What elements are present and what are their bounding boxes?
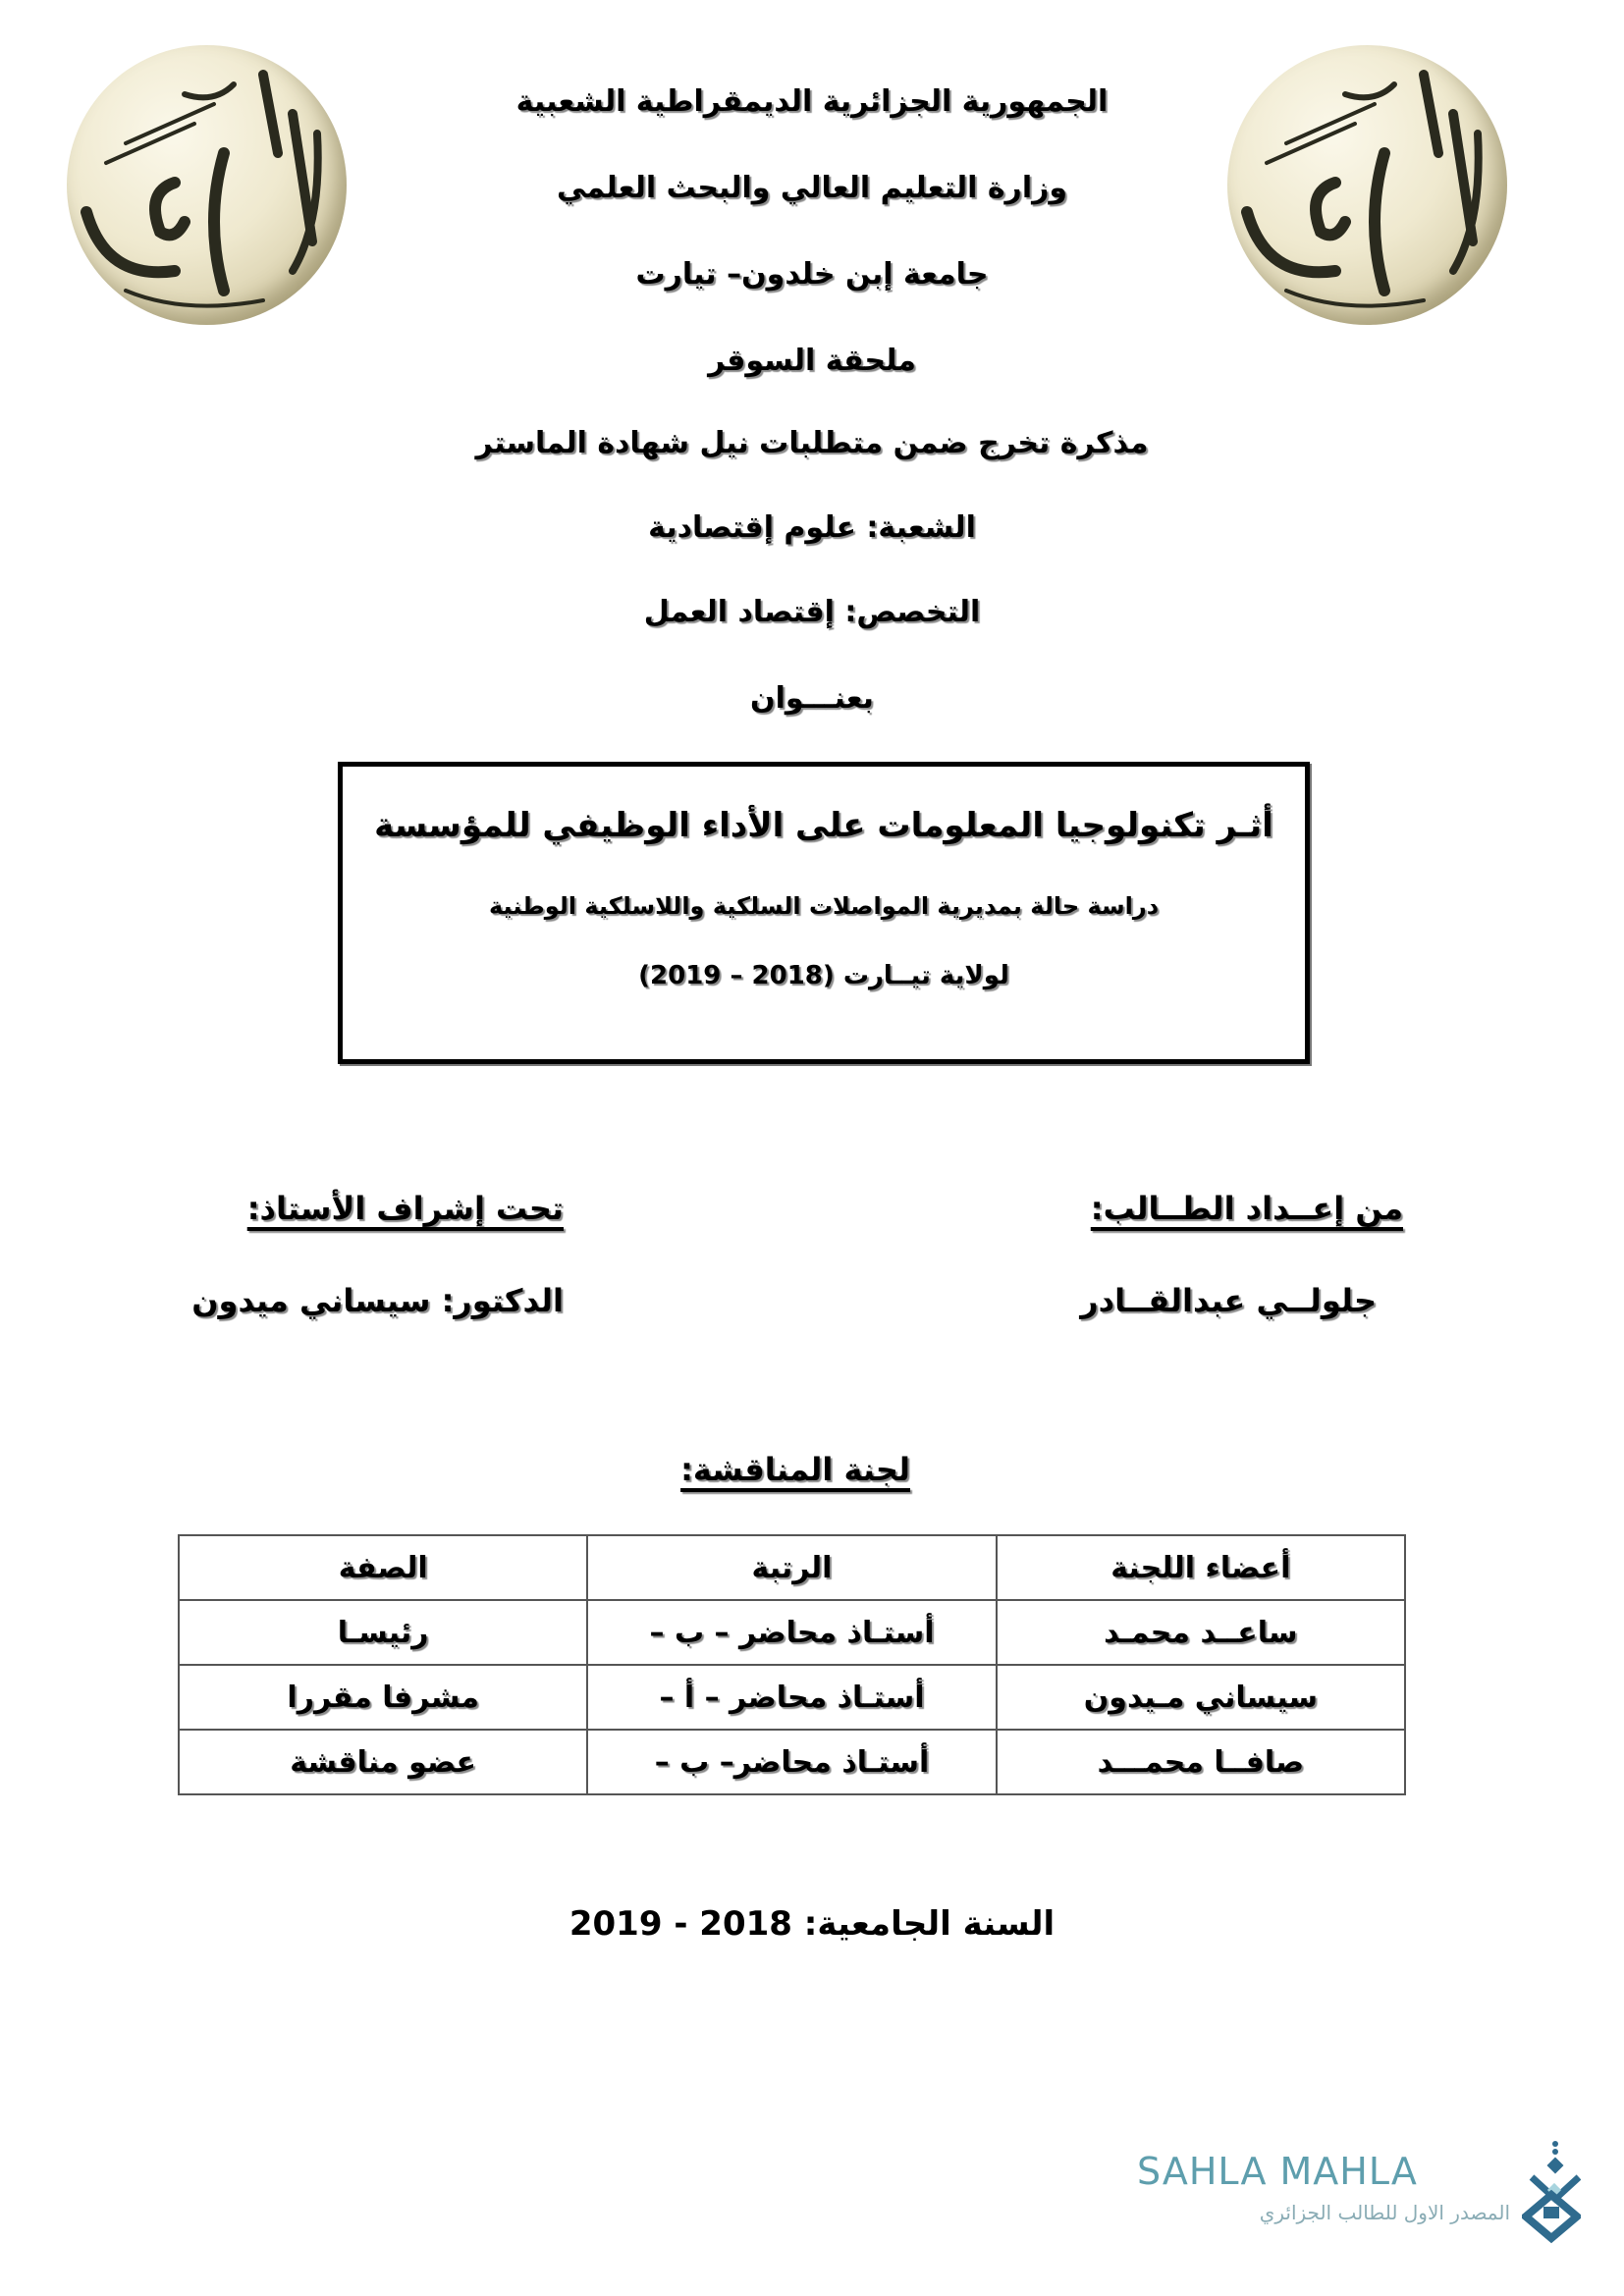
member-rank: أستـاذ محاضر – ب – — [587, 1600, 996, 1665]
member-rank: أستـاذ محاضر– ب – — [587, 1730, 996, 1794]
student-name: جلولــي عبدالقــادر — [1080, 1282, 1377, 1319]
thesis-type: مذكرة تخرج ضمن متطلبات نيل شهادة الماستر — [475, 426, 1149, 460]
brand-tagline: المصدر الاول للطالب الجزائري — [1259, 2201, 1510, 2224]
member-role: رئيسـا — [179, 1600, 587, 1665]
column-header-rank: الرتبة — [587, 1535, 996, 1600]
ministry-name: وزارة التعليم العالي والبحث العلمي — [556, 171, 1068, 205]
member-role: مشرفا مقررا — [179, 1665, 587, 1730]
brand-name: SAHLA MAHLA — [1137, 2150, 1418, 2193]
column-header-role: الصفة — [179, 1535, 587, 1600]
thesis-location: لولاية تيــارت (2018 – 2019) — [638, 961, 1009, 990]
thesis-title-box — [338, 762, 1310, 1064]
table-row — [179, 1600, 1405, 1665]
table-row — [179, 1730, 1405, 1794]
member-name: سيساني مـيدون — [997, 1665, 1405, 1730]
field-of-study: الشعبة: علوم إقتصادية — [648, 510, 976, 545]
committee-title: لجنة المناقشة: — [680, 1451, 910, 1488]
member-role: عضو مناقشة — [179, 1730, 587, 1794]
member-rank: أستـاذ محاضر – أ – — [587, 1665, 996, 1730]
member-name: صافــا محمـــد — [997, 1730, 1405, 1794]
supervisor-name: الدكتور: سيساني ميدون — [191, 1282, 564, 1319]
annex-name: ملحقة السوقر — [708, 344, 916, 378]
brand-mark-icon — [1522, 2138, 1581, 2246]
watermark-logo — [1137, 2150, 1530, 2248]
specialization: التخصص: إقتصاد العمل — [643, 595, 981, 629]
thesis-subtitle: دراسة حالة بمديرية المواصلات السلكية واللاسلكية الوطنية — [488, 892, 1160, 920]
member-name: ساعــد محمـد — [997, 1600, 1405, 1665]
republic-name: الجمهورية الجزائرية الديمقراطية الشعبية — [515, 84, 1109, 119]
committee-table — [178, 1534, 1406, 1795]
table-row — [179, 1665, 1405, 1730]
university-name: جامعة إبن خلدون– تيارت — [635, 257, 989, 292]
student-label: من إعــداد الطــالب: — [1090, 1190, 1403, 1227]
thesis-title: أثـر تكنولوجيا المعلومات على الأداء الوظيفي للمؤسسة — [374, 806, 1273, 845]
academic-year: السنة الجامعية: 2018 - 2019 — [568, 1904, 1056, 1944]
column-header-members: أعضاء اللجنة — [997, 1535, 1405, 1600]
title-caption: بعنـــوان — [750, 681, 874, 716]
table-header-row — [179, 1535, 1405, 1600]
supervisor-label: تحت إشراف الأستاذ: — [246, 1190, 564, 1227]
